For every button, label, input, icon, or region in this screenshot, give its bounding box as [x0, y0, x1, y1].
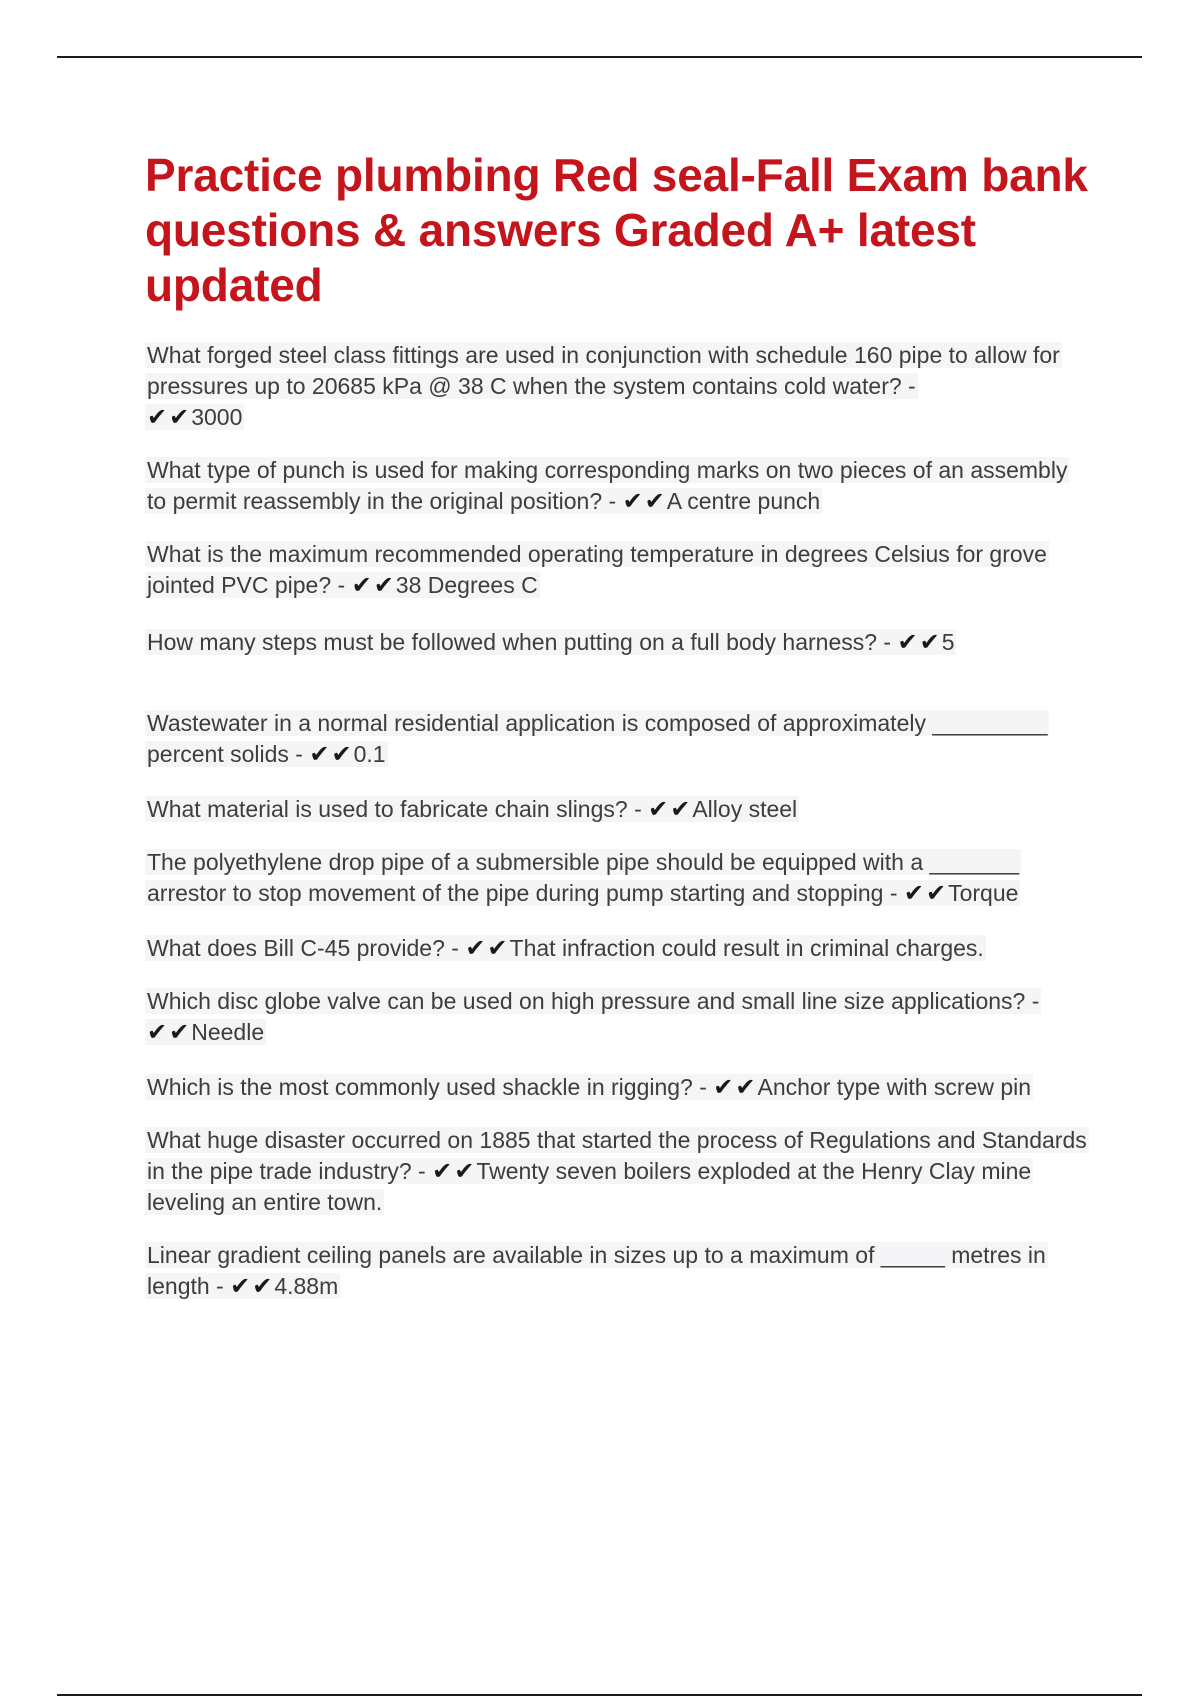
question-text: What does Bill C-45 provide? - — [147, 935, 459, 961]
check-icon: ✔ — [465, 934, 486, 962]
check-icon: ✔ — [487, 934, 508, 962]
answer-text: Twenty seven boilers exploded at the Henry Clay mine leveling an entire town. — [147, 1158, 1032, 1215]
qa-item-5 — [145, 708, 1090, 770]
check-icon: ✔ — [230, 1272, 251, 1300]
check-icon: ✔ — [713, 1073, 734, 1101]
qa-item-4 — [145, 627, 1090, 658]
question-text: What type of punch is used for making corresponding marks on two pieces of an assembly to permit reassembly in the original position? - — [147, 457, 1068, 514]
answer-text: 0.1 — [353, 741, 386, 767]
qa-item-12 — [145, 1240, 1090, 1302]
qa-item-11 — [145, 1125, 1090, 1218]
check-icon: ✔ — [331, 740, 352, 768]
document-title: Practice plumbing Red seal-Fall Exam bank questions & answers Graded A+ latest updated — [145, 149, 1088, 311]
qa-item-6 — [145, 794, 1090, 825]
answer-text: Needle — [191, 1019, 265, 1045]
question-text: What material is used to fabricate chain slings? - — [147, 796, 642, 822]
answer-text: That infraction could result in criminal charges. — [509, 935, 984, 961]
question-text: What huge disaster occurred on 1885 that started the process of Regulations and Standards in the pipe trade industry? - — [147, 1127, 1087, 1184]
answer-text: Anchor type with screw pin — [757, 1074, 1032, 1100]
qa-item-8 — [145, 933, 1090, 964]
answer-text: 4.88m — [274, 1273, 339, 1299]
question-text: Which disc globe valve can be used on high pressure and small line size applications? - — [147, 988, 1040, 1014]
question-text: Wastewater in a normal residential application is composed of approximately _________ percent solids - — [147, 710, 1048, 767]
check-icon: ✔ — [903, 879, 924, 907]
check-icon: ✔ — [897, 628, 918, 656]
check-icon: ✔ — [454, 1157, 475, 1185]
answer-text: 38 Degrees C — [395, 572, 538, 598]
check-icon: ✔ — [309, 740, 330, 768]
qa-item-3 — [145, 539, 1090, 601]
check-icon: ✔ — [644, 487, 665, 515]
answer-text: Alloy steel — [692, 796, 798, 822]
answer-text: 5 — [941, 629, 955, 655]
answer-text: Torque — [948, 880, 1019, 906]
document-body — [145, 148, 1090, 1302]
check-icon: ✔ — [147, 403, 168, 431]
qa-item-2 — [145, 455, 1090, 517]
question-text: Linear gradient ceiling panels are available in sizes up to a maximum of _____ metres in length - — [147, 1242, 1046, 1299]
check-icon: ✔ — [169, 1018, 190, 1046]
answer-text: 3000 — [191, 404, 243, 430]
check-icon: ✔ — [169, 403, 190, 431]
top-rule — [57, 56, 1142, 58]
check-icon: ✔ — [147, 1018, 168, 1046]
question-text: How many steps must be followed when putting on a full body harness? - — [147, 629, 892, 655]
check-icon: ✔ — [919, 628, 940, 656]
check-icon: ✔ — [351, 571, 372, 599]
qa-item-1 — [145, 340, 1090, 433]
question-text: The polyethylene drop pipe of a submersible pipe should be equipped with a _______ arrestor to stop movement of the pipe during pump starting and stopping - — [147, 849, 1020, 906]
check-icon: ✔ — [622, 487, 643, 515]
check-icon: ✔ — [735, 1073, 756, 1101]
qa-item-7 — [145, 847, 1090, 909]
check-icon: ✔ — [252, 1272, 273, 1300]
check-icon: ✔ — [925, 879, 947, 907]
question-text: Which is the most commonly used shackle in rigging? - — [147, 1074, 707, 1100]
check-icon: ✔ — [373, 571, 394, 599]
check-icon: ✔ — [432, 1157, 453, 1185]
answer-text: A centre punch — [666, 488, 821, 514]
check-icon: ✔ — [670, 795, 691, 823]
qa-item-10 — [145, 1072, 1090, 1103]
bottom-rule — [57, 1694, 1142, 1696]
qa-item-9 — [145, 986, 1090, 1048]
question-text: What forged steel class fittings are used in conjunction with schedule 160 pipe to allow for pressures up to 20685 kPa @ 38 C when the system contains cold water? - — [147, 342, 1060, 399]
question-text: What is the maximum recommended operating temperature in degrees Celsius for grove jointed PVC pipe? - — [147, 541, 1047, 598]
check-icon: ✔ — [648, 795, 669, 823]
